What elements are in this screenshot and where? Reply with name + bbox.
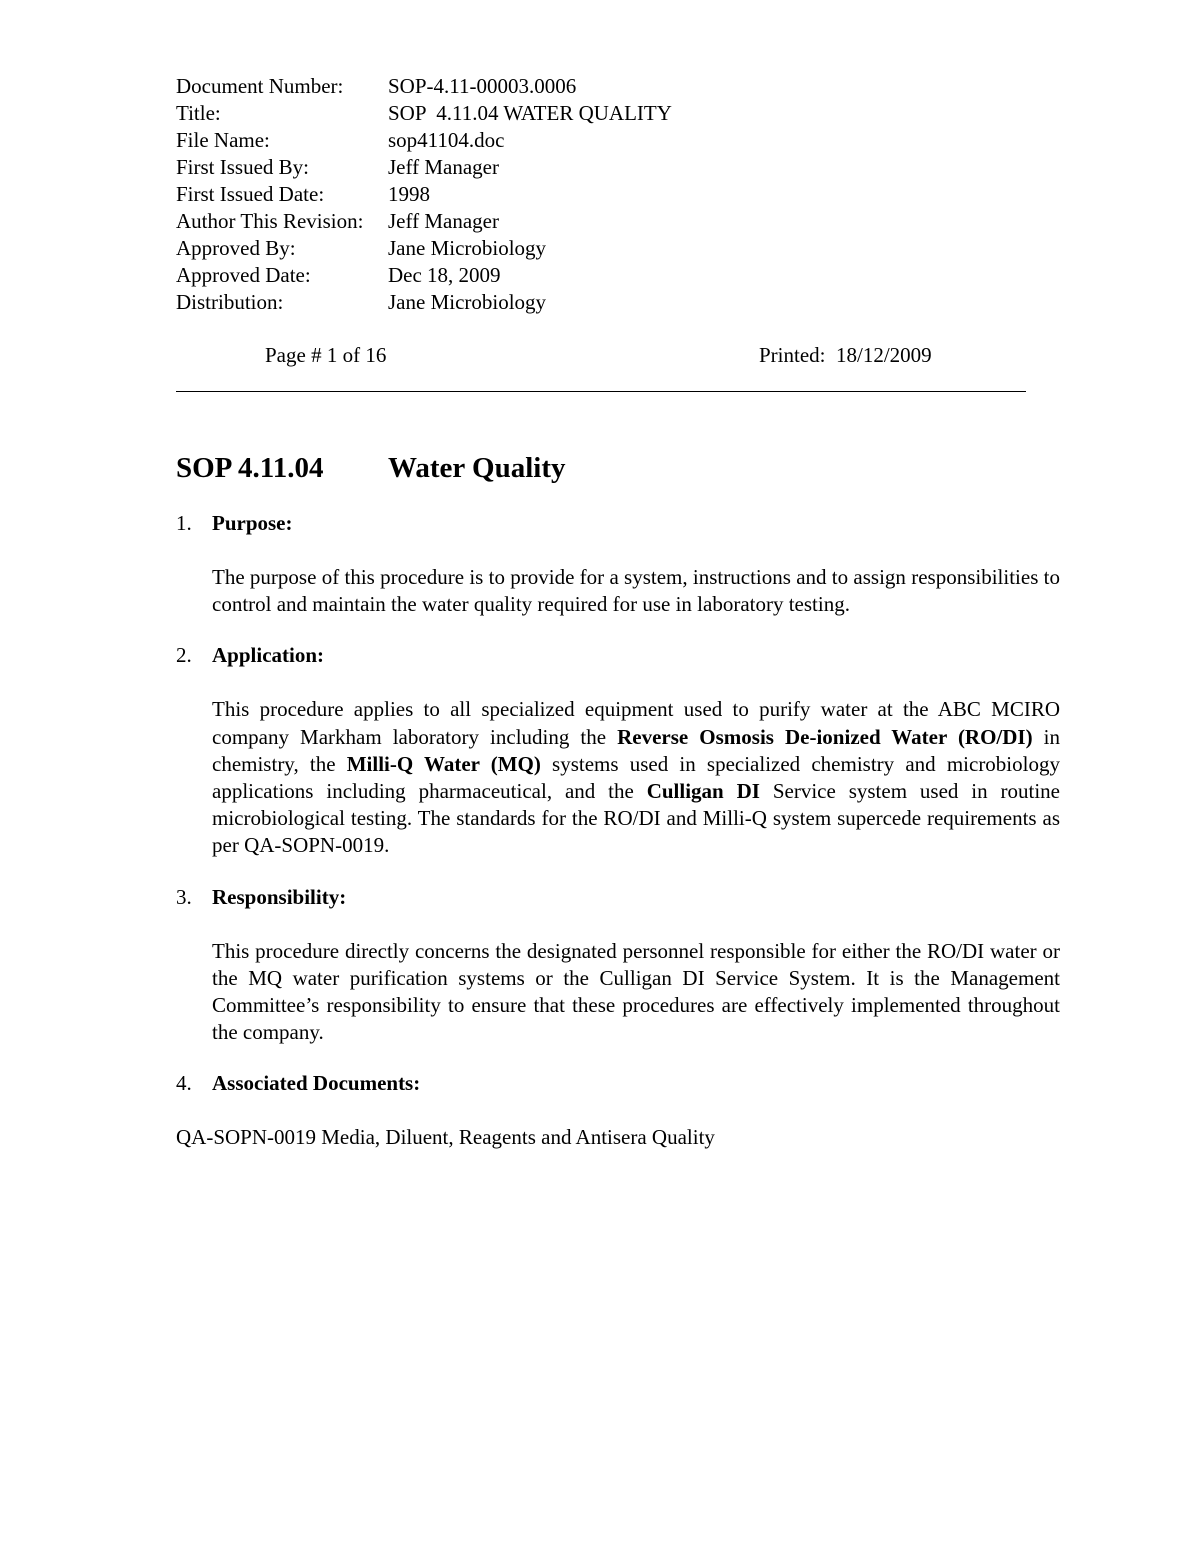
meta-label: File Name: — [176, 128, 270, 152]
meta-value: Jane Microbiology — [388, 236, 547, 260]
section-heading — [176, 884, 1060, 911]
associated-document-entry: QA-SOPN-0019 Media, Diluent, Reagents and Antisera Quality — [176, 1125, 715, 1150]
section-title: Purpose: — [212, 511, 293, 535]
meta-row-distribution — [176, 289, 1026, 316]
section-application — [176, 642, 1060, 859]
meta-row-first-issued-date — [176, 181, 1026, 208]
meta-label: Distribution: — [176, 290, 284, 314]
text-run: systems used in specialized chemistry and microbiology applications including pharmaceutical, and the — [212, 751, 1060, 804]
section-title: Associated Documents: — [212, 1071, 421, 1096]
meta-label: First Issued Date: — [176, 182, 325, 206]
meta-value: Jeff Manager — [388, 209, 499, 233]
meta-row-author-this-revision — [176, 208, 1026, 235]
section-title: Responsibility: — [212, 884, 347, 909]
section-number: 2. — [176, 643, 192, 668]
meta-value: SOP-4.11-00003.0006 — [388, 74, 577, 98]
section-responsibility — [176, 884, 1060, 1047]
section-number: 4. — [176, 1071, 192, 1096]
meta-row-file-name — [176, 127, 1026, 154]
meta-row-approved-date — [176, 262, 1026, 289]
bold-term-culligan: Culligan DI — [646, 779, 760, 804]
text-run: This procedure applies to all specialized equipment used to purify water at the ABC MCIRO company Markham laboratory including the — [212, 697, 1060, 749]
section-title: Application: — [212, 643, 325, 668]
text-run: in chemistry, the — [212, 724, 1060, 776]
section-purpose — [176, 510, 1060, 618]
section-number: 1. — [176, 511, 192, 535]
meta-value: Jeff Manager — [388, 155, 499, 179]
document-body — [176, 450, 1060, 1151]
bold-term-rodi: Reverse Osmosis De-ionized Water (RO/DI) — [617, 724, 1033, 749]
section-heading — [176, 510, 1060, 537]
section-body — [212, 696, 1060, 859]
section-body: This procedure directly concerns the designated personnel responsible for either the RO/DI water or the MQ water purification systems or the Culligan DI Service System. It is the Management Committee’s responsibility to ensure that these procedures are effectively implemented throughout the company. — [212, 938, 1060, 1045]
document-title-text: Water Quality — [388, 452, 566, 484]
section-number: 3. — [176, 884, 192, 909]
text-run: Service system used in routine microbiological testing. The standards for the RO/DI and Milli-Q system supercede requirements as per QA-SOPN-0019. — [212, 779, 1060, 858]
meta-row-first-issued-by — [176, 154, 1026, 181]
printed-date: Printed: 18/12/2009 — [759, 343, 932, 367]
document-title-number: SOP 4.11.04 — [176, 452, 324, 484]
meta-label: Approved By: — [176, 236, 296, 260]
meta-label: Title: — [176, 101, 221, 125]
document-title — [176, 450, 1060, 486]
meta-label: Approved Date: — [176, 263, 311, 287]
page-info-line — [176, 342, 1026, 369]
meta-label: First Issued By: — [176, 155, 310, 179]
section-heading — [176, 642, 1060, 669]
meta-value: 1998 — [388, 182, 430, 206]
meta-value: sop41104.doc — [388, 128, 505, 152]
page-number: Page # 1 of 16 — [265, 343, 387, 367]
section-heading — [176, 1070, 1060, 1097]
meta-label: Document Number: — [176, 74, 344, 98]
meta-row-document-number — [176, 73, 1026, 100]
section-associated-documents — [176, 1070, 1060, 1151]
document-header — [176, 73, 1026, 392]
header-divider — [176, 391, 1026, 392]
meta-row-title — [176, 100, 1026, 127]
meta-value: Dec 18, 2009 — [388, 263, 501, 287]
meta-value: Jane Microbiology — [388, 290, 547, 314]
bold-term-mq: Milli-Q Water (MQ) — [346, 751, 541, 776]
meta-label: Author This Revision: — [176, 209, 364, 233]
meta-row-approved-by — [176, 235, 1026, 262]
meta-value: SOP 4.11.04 WATER QUALITY — [388, 101, 672, 125]
section-body: The purpose of this procedure is to provide for a system, instructions and to assign responsibilities to control and maintain the water quality required for use in laboratory testing. — [212, 565, 1060, 617]
